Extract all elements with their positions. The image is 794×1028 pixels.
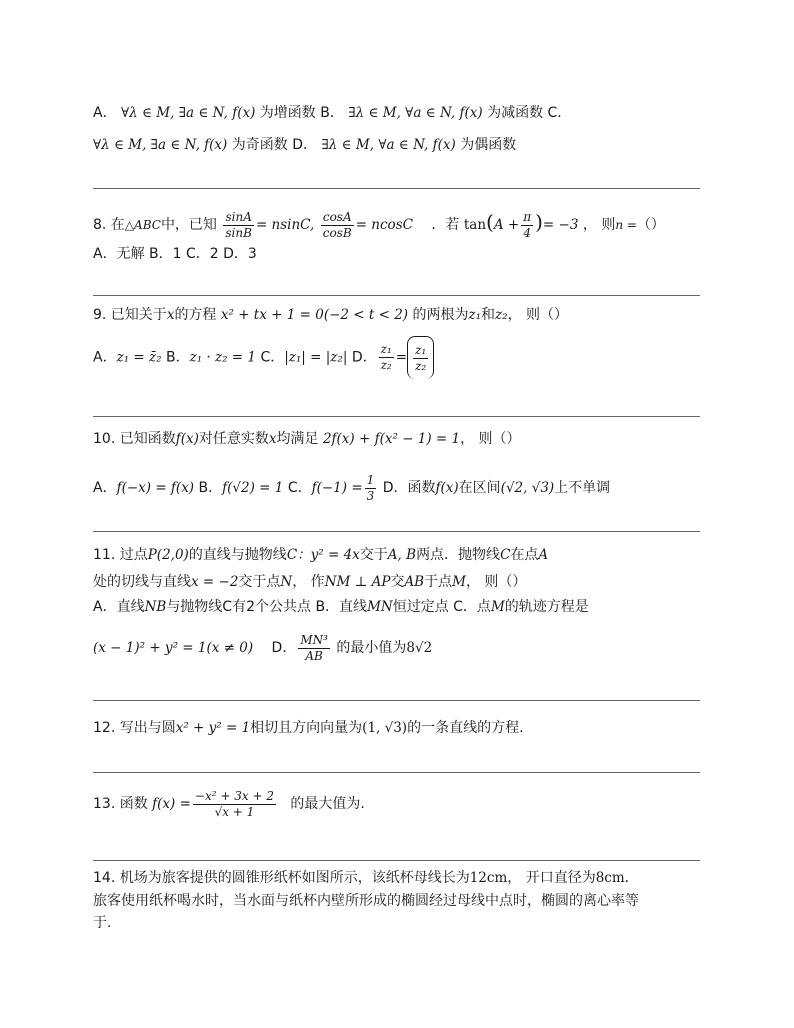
q9-prefix: 9. 已知关于 <box>93 307 167 323</box>
q10-d-interval: (√2, √3) <box>500 480 555 496</box>
q8-fraction-sin <box>223 210 254 241</box>
q11-l4-den: AB <box>305 648 323 663</box>
q14-l1-tail: ． <box>624 870 639 886</box>
q9-d-rhs-num: z₁ <box>415 342 427 357</box>
q8-ruo: ．若 <box>431 217 460 233</box>
q11-l2-ab: AB <box>404 574 425 590</box>
q11-l3-m: M <box>490 599 505 615</box>
q7-options-line-2 <box>93 135 705 155</box>
q8-tan-rparen: ) <box>535 210 543 234</box>
q11-l1-mid3: 两点．抛物线 <box>416 547 501 563</box>
q10-math-b: f(√2) = 1 <box>222 480 284 496</box>
q9-d-num: z₁ <box>380 342 392 356</box>
q11-l4-fraction <box>298 633 330 664</box>
q9-tail: ， 则（） <box>507 307 569 323</box>
q9-z2: z₂ <box>495 307 508 323</box>
q9-mid2: 的两根为 <box>412 307 469 323</box>
q8-n-eq: n = <box>615 218 637 232</box>
q11-l2-perp: NM ⊥ AP <box>324 574 391 590</box>
q10-math-d: f(x) <box>435 480 459 496</box>
q8-mid: 中，已知 <box>160 217 217 233</box>
q11-l4-tail: 的最小值为 <box>336 640 407 656</box>
q10-equation: 2f(x) + f(x² − 1) = 1 <box>322 431 461 447</box>
q10-opt-a: A． <box>93 480 117 496</box>
q11-l2-mid3: 交 <box>390 574 405 590</box>
q10-c-num: 1 <box>366 472 375 487</box>
q7-option-d-label: D． <box>292 137 317 153</box>
q12-vector: (1, √3) <box>362 720 408 736</box>
q9-equation: x² + tx + 1 = 0(−2 < t < 2) <box>220 307 409 323</box>
q11-l2-pre: 处的切线与直线 <box>93 574 191 590</box>
q8-ze: ， 则 <box>582 217 616 233</box>
q9-d-rhs-den: z₂ <box>415 358 427 373</box>
q14-l1-mid: ， 开口直径为 <box>507 870 596 886</box>
q11-l2-tail: ， 则（） <box>465 574 527 590</box>
q9-and: 和 <box>481 307 496 323</box>
q8-paren: （） <box>636 217 665 233</box>
q7-option-a-math: ∀λ ∈ M, ∃a ∈ N, f(x) <box>121 105 256 121</box>
q11-l1-p: P(2,0) <box>147 547 189 563</box>
q10-stem <box>93 429 705 449</box>
q7-option-b-math: ∃λ ∈ M, ∀a ∈ N, f(x) <box>348 105 483 121</box>
q10-c-fraction <box>365 473 377 504</box>
separator-rule <box>93 416 700 417</box>
q8-prefix: 8. 在 <box>93 217 125 233</box>
q14-l1-dia: 8cm <box>595 870 625 886</box>
q9-x: x <box>166 307 175 323</box>
q9-math-a: z₁ = z̄₂ <box>116 349 162 366</box>
q10-d-tail: 上不单调 <box>554 480 611 496</box>
q8-triangle: △ABC <box>124 218 161 232</box>
q8-eq1: = nsinC, <box>255 217 315 233</box>
q11-l4-val: 8√2 <box>406 640 433 656</box>
q8-frac-cos-den: cosB <box>322 225 352 240</box>
separator-rule <box>93 188 700 189</box>
q9-math-b: z₁ · z₂ = 1 <box>189 349 256 366</box>
q11-l2-m: M <box>452 574 466 590</box>
q11-l1-ab: A, B <box>387 547 417 563</box>
q11-line-2 <box>93 572 705 592</box>
q7-option-c-label: C． <box>547 105 572 121</box>
q11-line-3 <box>93 597 705 617</box>
q10-opt-b: B． <box>198 480 223 496</box>
q8-stem <box>93 202 705 242</box>
q9-opt-d: D． <box>351 349 377 366</box>
q8-eq2: = ncosC <box>355 217 413 233</box>
q11-l1-mid2: 交于 <box>359 547 388 563</box>
q13-num: −x² + 3x + 2 <box>194 788 274 803</box>
q14-l1-pre: 14. 机场为旅客提供的圆锥形纸杯如图所示，该纸杯母线长为 <box>93 870 470 886</box>
q11-l1-c: C： <box>286 547 311 563</box>
q11-l3-mid2: 恒过定点 C．点 <box>392 599 491 615</box>
q10-math-a: f(−x) = f(x) <box>116 480 195 496</box>
q12-prefix: 12. 写出与圆 <box>93 720 176 736</box>
separator-rule <box>93 531 700 532</box>
q11-l1-eq: y² = 4x <box>310 547 360 563</box>
q12-tail: 的一条直线的方程. <box>407 720 524 736</box>
q10-prefix: 10. 已知函数 <box>93 431 176 447</box>
q14-line-3 <box>93 913 705 933</box>
q7-option-a-label: A． <box>93 105 117 121</box>
q11-l2-n: N <box>280 574 293 590</box>
q9-options <box>93 336 705 378</box>
separator-rule <box>93 772 700 773</box>
q10-options <box>93 470 705 506</box>
q7-options-line-1 <box>93 103 705 123</box>
q9-d-eq: = <box>395 349 408 366</box>
q9-d-rhs-fraction <box>413 343 428 374</box>
q11-l3-nb: NB <box>144 599 167 615</box>
q10-opt-c: C． <box>287 480 312 496</box>
q10-x: x <box>268 431 277 447</box>
q10-mid: 对任意实数 <box>198 431 269 447</box>
q8-frac-cos-num: cosA <box>321 210 354 226</box>
q9-math-c: |z₁| = |z₂| <box>284 349 348 366</box>
q13-prefix: 13. 函数 <box>93 796 148 812</box>
q8-tan: tan <box>463 217 487 233</box>
q14-l3: 于. <box>93 915 112 931</box>
q11-l4-num: MN³ <box>300 632 328 647</box>
q14-l1-len: 12cm <box>469 870 508 886</box>
q8-frac-sin-den: sinB <box>225 225 252 240</box>
q9-opt-b: B． <box>165 349 190 366</box>
q7-option-b-text: 为减函数 <box>487 105 544 121</box>
q8-tan-arg: A + <box>493 217 520 233</box>
q12-stem <box>93 718 705 738</box>
q10-d-mid: 在区间 <box>458 480 501 496</box>
q9-d-conjugate <box>407 336 434 379</box>
q13-stem <box>93 782 705 826</box>
q11-l3-mid: 与抛物线C有2个公共点 B．直线 <box>166 599 368 615</box>
q8-frac-sin-num: sinA <box>223 210 254 226</box>
q10-tail: ， 则（） <box>460 431 521 447</box>
q11-l1-mid: 的直线与抛物线 <box>188 547 287 563</box>
q14-line-1 <box>93 868 705 888</box>
q7-option-c-math: ∀λ ∈ M, ∃a ∈ N, f(x) <box>93 137 228 153</box>
q7-option-c-text: 为奇函数 <box>231 137 288 153</box>
q9-z1: z₁ <box>468 307 482 323</box>
q8-fraction-cos <box>321 210 354 241</box>
q11-l4-eq: (x − 1)² + y² = 1(x ≠ 0) <box>93 640 254 656</box>
separator-rule <box>93 700 700 701</box>
q10-math-c: f(−1) = <box>311 480 363 496</box>
q10-c-den: 3 <box>366 488 375 503</box>
q9-opt-a: A． <box>93 349 117 366</box>
q11-l4-d: D． <box>271 640 297 656</box>
q8-tan-lparen: ( <box>486 210 494 234</box>
q13-den: √x + 1 <box>214 804 255 819</box>
q11-l2-mid: 交于点 <box>238 574 281 590</box>
q11-l1-pre: 11. 过点 <box>93 547 148 563</box>
separator-rule <box>93 295 700 296</box>
q8-tan-eq: = −3 <box>542 217 579 233</box>
q8-options-text: A．无解 B．1 C．2 D．3 <box>93 246 257 262</box>
q11-l1-c2: C <box>500 547 511 563</box>
q12-mid: 相切且方向向量为 <box>250 720 363 736</box>
q11-l2-mid4: 于点 <box>424 574 453 590</box>
q11-l3-mn: MN <box>367 599 393 615</box>
q7-option-d-math: ∃λ ∈ M, ∀a ∈ N, f(x) <box>321 137 456 153</box>
q9-d-den: z₂ <box>380 358 392 372</box>
q14-l2: 旅客使用纸杯喝水时，当水面与纸杯内壁所形成的椭圆经过母线中点时，椭圆的离心率等 <box>93 893 639 909</box>
q10-mid2: 均满足 <box>276 431 319 447</box>
q8-pi-fraction <box>521 210 533 241</box>
q11-l1-mid4: 在点 <box>510 547 539 563</box>
q8-pi-num: π <box>523 209 532 224</box>
q7-option-b-label: B． <box>320 105 344 121</box>
q12-circle-eq: x² + y² = 1 <box>175 720 251 736</box>
q8-pi-den: 4 <box>523 225 531 240</box>
q14-line-2 <box>93 891 705 911</box>
q13-tail: 的最大值为. <box>290 796 365 812</box>
q10-fx: f(x) <box>175 431 199 447</box>
q9-opt-c: C． <box>260 349 285 366</box>
q9-d-fraction <box>379 342 394 373</box>
q11-l3-a: A．直线 <box>93 599 145 615</box>
q11-line-4 <box>93 628 705 668</box>
q9-mid: 的方程 <box>174 307 217 323</box>
q11-l3-tail: 的轨迹方程是 <box>504 599 589 615</box>
separator-rule <box>93 860 700 861</box>
q7-option-d-text: 为偶函数 <box>460 137 517 153</box>
q11-l1-a: A <box>538 547 549 563</box>
q11-l2-eq: x = −2 <box>191 574 239 590</box>
q11-l2-mid2: ， 作 <box>292 574 325 590</box>
q13-fraction <box>193 789 276 820</box>
q8-options <box>93 244 705 264</box>
q9-stem <box>93 305 705 325</box>
q11-line-1 <box>93 545 705 565</box>
q10-opt-d: D．函数 <box>382 480 436 496</box>
q13-fx: f(x) = <box>152 796 191 812</box>
q7-option-a-text: 为增函数 <box>259 105 316 121</box>
